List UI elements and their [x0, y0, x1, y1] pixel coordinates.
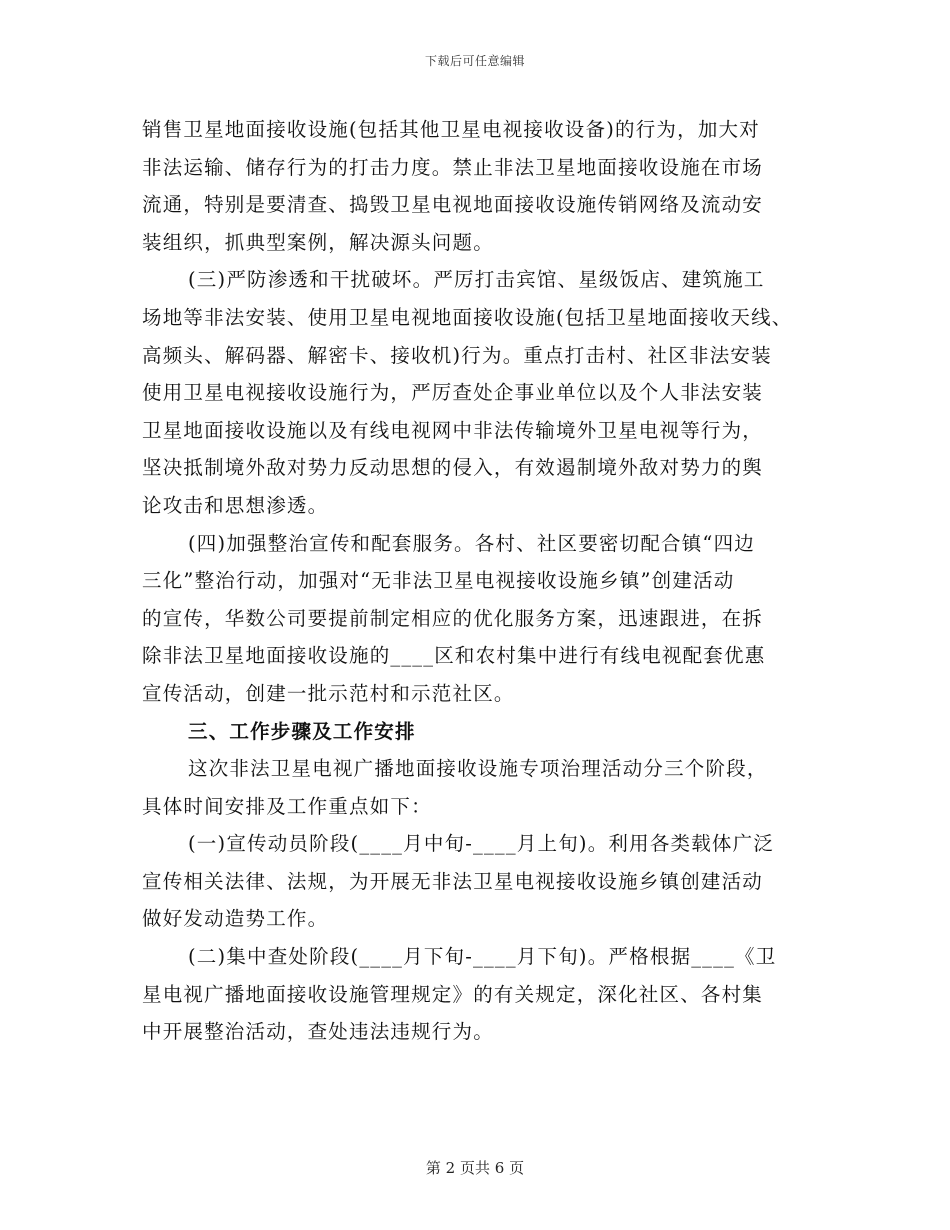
- paragraph-line: 流通，特别是要清查、捣毁卫星电视地面接收设施传销网络及流动安: [142, 193, 764, 217]
- paragraph-line: (二)集中查处阶段(____月下旬-____月下旬)。严格根据____《卫: [188, 945, 777, 969]
- paragraph-line: 这次非法卫星电视广播地面接收设施专项治理活动分三个阶段，: [188, 757, 768, 781]
- paragraph-line: (四)加强整治宣传和配套服务。各村、社区要密切配合镇“四边: [188, 531, 755, 555]
- paragraph-line: 具体时间安排及工作重点如下：: [142, 794, 432, 818]
- paragraph-line: 中开展整治活动，查处违法违规行为。: [142, 1020, 494, 1044]
- paragraph-line: 高频头、解码器、解密卡、接收机)行为。重点打击村、社区非法安装: [142, 343, 772, 367]
- paragraph-line: 坚决抵制境外敌对势力反动思想的侵入，有效遏制境外敌对势力的舆: [142, 456, 764, 480]
- paragraph-line: 卫星地面接收设施以及有线电视网中非法传输境外卫星电视等行为，: [142, 418, 764, 442]
- page-header: 下载后可任意编辑: [424, 54, 525, 68]
- paragraph-line: 非法运输、储存行为的打击力度。禁止非法卫星地面接收设施在市场: [142, 155, 764, 179]
- section-heading: 三、工作步骤及工作安排: [188, 719, 416, 743]
- paragraph-line: 装组织，抓典型案例，解决源头问题。: [142, 230, 494, 254]
- paragraph-line: 宣传活动，创建一批示范村和示范社区。: [142, 681, 515, 705]
- paragraph-line: (一)宣传动员阶段(____月中旬-____月上旬)。利用各类载体广泛: [188, 832, 775, 856]
- paragraph-line: 除非法卫星地面接收设施的____区和农村集中进行有线电视配套优惠: [142, 644, 766, 668]
- paragraph-line: 的宣传，华数公司要提前制定相应的优化服务方案，迅速跟进，在拆: [142, 606, 764, 630]
- page-footer: 第 2 页共 6 页: [425, 1159, 525, 1177]
- paragraph-line: 三化”整治行动，加强对“无非法卫星电视接收设施乡镇”创建活动: [142, 569, 735, 593]
- paragraph-line: 星电视广播地面接收设施管理规定》的有关规定，深化社区、各村集: [142, 982, 764, 1006]
- paragraph-line: 使用卫星电视接收设施行为，严厉查处企事业单位以及个人非法安装: [142, 381, 764, 405]
- paragraph-line: 宣传相关法律、法规，为开展无非法卫星电视接收设施乡镇创建活动: [142, 869, 764, 893]
- paragraph-line: 场地等非法安装、使用卫星电视地面接收设施(包括卫星地面接收天线、: [142, 305, 793, 329]
- paragraph-line: (三)严防渗透和干扰破坏。严厉打击宾馆、星级饭店、建筑施工: [188, 268, 765, 292]
- paragraph-line: 销售卫星地面接收设施(包括其他卫星电视接收设备)的行为，加大对: [142, 118, 760, 141]
- paragraph-line: 做好发动造势工作。: [142, 907, 329, 931]
- paragraph-line: 论攻击和思想渗透。: [142, 493, 329, 517]
- document-body: [142, 111, 822, 1051]
